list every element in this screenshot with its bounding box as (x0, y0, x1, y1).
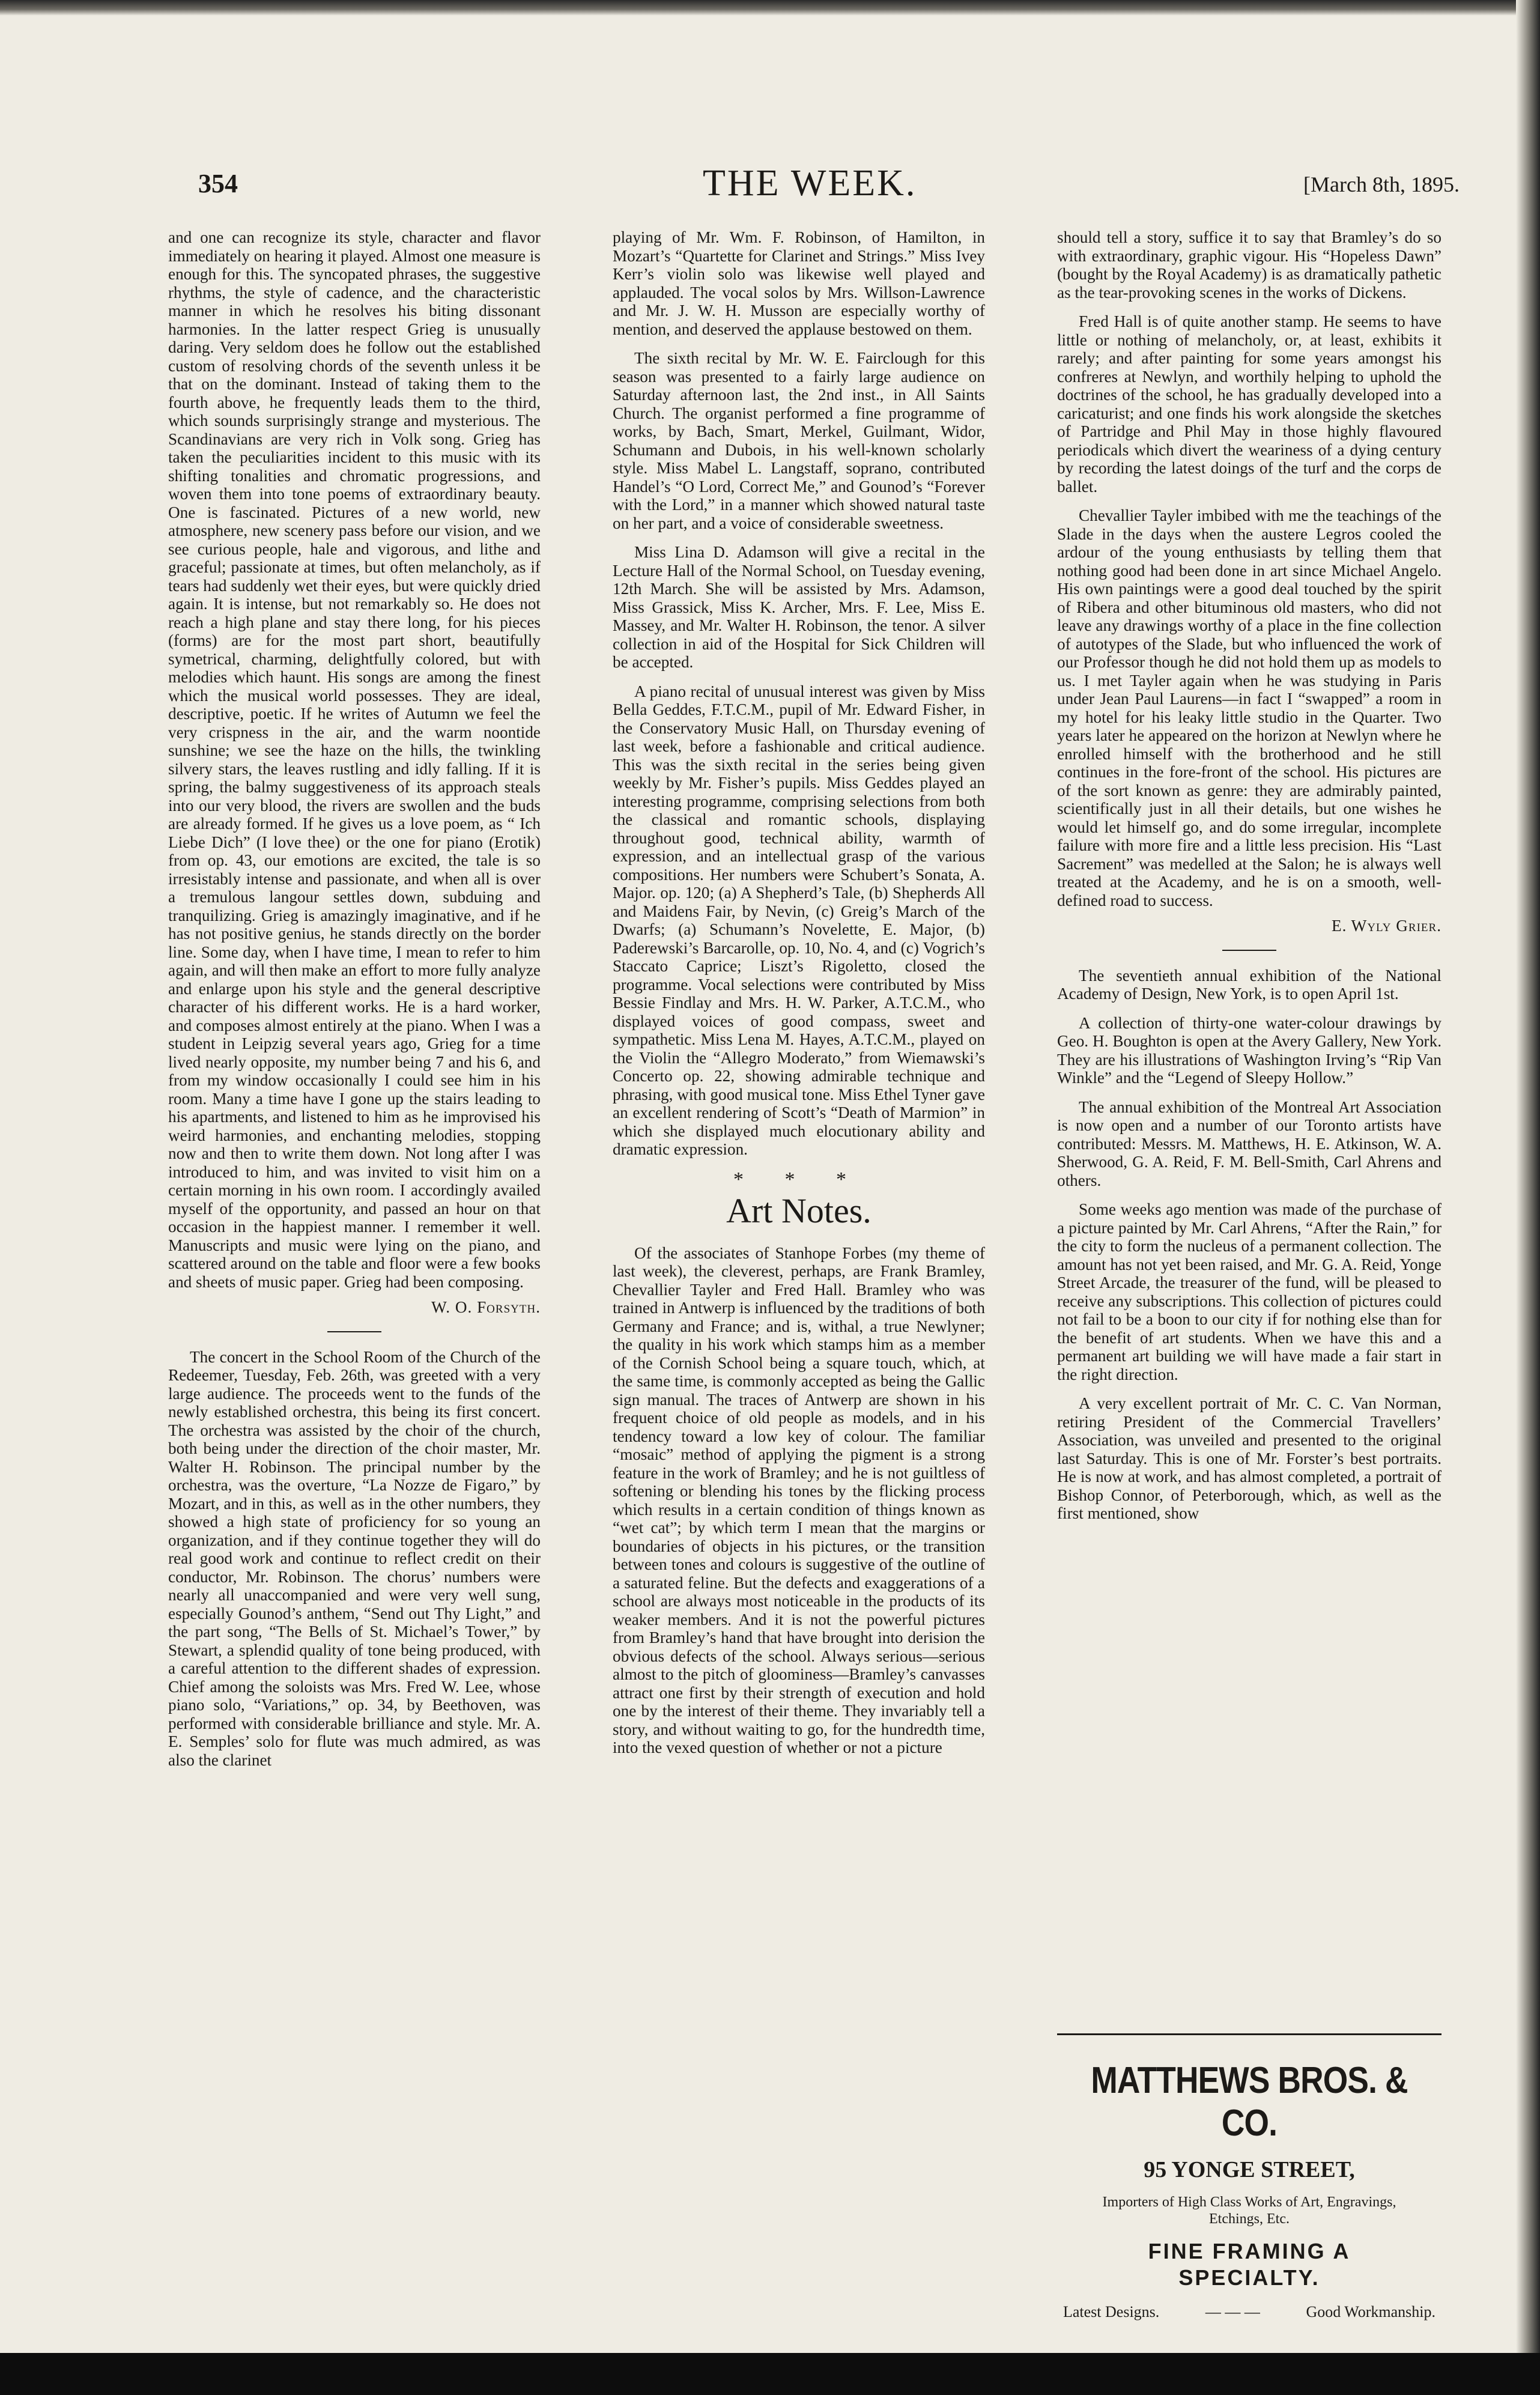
matthews-advertisement (1057, 2033, 1441, 2321)
author-signature: E. Wyly Grier. (1331, 917, 1441, 935)
adamson-recital-paragraph: Miss Lina D. Adamson will give a recital in the Lecture Hall of the Normal School, on Tuesday evening, 12th March. She will be assisted by Mrs. Adamson, Miss Grassick, Miss K. Archer, Mrs. F. Lee, Miss E. Massey, and Mr. Walter H. Robinson, the tenor. A silver collection in aid of the Hospital for Sick Children will be accepted. (613, 543, 985, 671)
tayler-paragraph: Chevallier Tayler imbibed with me the teachings of the Slade in the days when the austere Legros cooled the ardour of the young enthusiasts by telling them that nothing good had been done in art since Michael Angelo. His own paintings were a good deal touched by the spirit of Ribera and other bituminous old masters, who did not leave any drawings worthy of a place in the fine collection of autotypes of the Slade, but who influenced the work of our Professor though he did not hold them up as models to us. I met Tayler again when he was studying in Paris under Jean Paul Laurens—in fact I “swapped” a room in my hotel for his leaky little studio in the Quarter. Two years later he appeared on the horizon at Newlyn where he enrolled himself with the brotherhood and he still continues in the fore-front of the school. His pictures are of the sort known as genre: they are admirably painted, scientifically just in all their details, but one wishes he would let himself go, and do some irregular, incomplete failure with more fire and a little less precision. His “Last Sacrement” was medelled at the Salon; he is always well treated at the Academy, and he is on a smooth, well-defined road to success. (1057, 506, 1441, 909)
concert-continued-paragraph: playing of Mr. Wm. F. Robinson, of Hamilton, in Mozart’s “Quartette for Clarinet and Strings.” Miss Ivey Kerr’s violin solo was likewise well played and applauded. The vocal solos by Mrs. Willson-Lawrence and Mr. J. W. H. Musson are especially worthy of mention, and deserved the applause bestowed on them. (613, 228, 985, 338)
geddes-recital-paragraph: A piano recital of unusual interest was given by Miss Bella Geddes, F.T.C.M., pupil of Mr. Edward Fisher, in the Conservatory Music Hall, on Thursday evening of last week, before a fashionable and critical audience. This was the sixth recital in the series being given weekly by Mr. Fisher’s pupils. Miss Geddes played an interesting programme, comprising selections from both the classical and romantic schools, displaying throughout good, technical ability, warmth of expression, and an intellectual grasp of the various compositions. Her numbers were Schubert’s Sonata, A. Major. op. 120; (a) A Shepherd’s Tale, (b) Shepherds All and Maidens Fair, by Nevin, (c) Greig’s March of the Dwarfs; (a) Schumann’s Novelette, E. Major, (b) Paderewski’s Barcarolle, op. 10, No. 4, and (c) Vogrich’s Staccato Caprice; Liszt’s Rigoletto, closed the programme. Vocal selections were contributed by Miss Bessie Findlay and Mrs. H. W. Parker, A.T.C.M., who displayed voices of good compass, sweet and sympathetic. Miss Lena M. Hayes, A.T.C.M., played on the Violin the “Allegro Moderato,” from Wiemawski’s Concerto op. 22, showing admirable technique and phrasing, with good musical tone. Miss Ethel Tyner gave an excellent rendering of Scott’s “Death of Marmion” in which she displayed much elocutionary ability and dramatic expression. (613, 682, 985, 1158)
ad-framing-line-1: FINE FRAMING A (1148, 2239, 1351, 2263)
ad-footer-right: Good Workmanship. (1306, 2303, 1435, 2321)
author-signature: W. O. Forsyth. (431, 1298, 541, 1316)
ad-footer (1057, 2303, 1441, 2321)
fairclough-recital-paragraph: The sixth recital by Mr. W. E. Fairclough for this season was presented to a fairly large audience on Saturday afternoon last, the 2nd inst., in All Saints Church. The organist performed a fine programme of works, by Bach, Smart, Merkel, Guilmant, Widor, Schumann and Dubois, in his well-known scholarly style. Miss Mabel L. Langstaff, soprano, contributed Handel’s “O Lord, Correct Me,” and Gounod’s “Forever with the Lord,” in a manner which showed natural taste on her part, and a voice of considerable sweetness. (613, 349, 985, 532)
publication-title: THE WEEK. (703, 163, 917, 204)
scan-edge-bottom (0, 2353, 1540, 2395)
boughton-paragraph: A collection of thirty-one water-colour drawings by Geo. H. Boughton is open at the Avery Gallery, New York. They are his illustrations of Washington Irving’s “Rip Van Winkle” and the “Legend of Sleepy Hollow.” (1057, 1013, 1441, 1087)
grieg-article-paragraph: and one can recognize its style, character and flavor immediately on hearing it played. Almost one measure is enough for this. The syncopated phrases, the suggestive rhythms, the style of cadence, and the characteristic manner in which he resolves his biting dissonant harmonies. In the latter respect Grieg is unusually daring. Very seldom does he follow out the established custom of resolving chords of the seventh unless it be that on the dominant. Instead of taking them to the fourth above, he frequently leads them to the third, which sounds surprisingly strange and mysterious. The Scandinavians are very rich in Volk song. Grieg has taken the peculiarities incident to this music with its shifting tonalities and chromatic progressions, and woven them into tone poems of extraordinary beauty. One is fascinated. Pictures of a new world, new atmosphere, new scenery pass before our vision, and we see curious people, hale and vigorous, and lithe and graceful; passionate at times, but often melancholy, as if tears had suddenly wet their eyes, but were quickly dried again. It is intense, but not remarkably so. He does not reach a high plane and stay there long, for his pieces (forms) are for the most part short, beautifully symetrical, charming, delightfully colored, but with melodies which haunt. His songs are among the finest which the musical world possesses. They are ideal, descriptive, poetic. If he writes of Autumn we feel the very crispness in the air, and the warm noontide sunshine; we see the haze on the hills, the twinkling silvery stars, the leaves rustling and idly falling. If it is spring, the balmy suggestiveness of its approach steals into our very blood, the rivers are swollen and the buds are already formed. If he gives us a love poem, as “ Ich Liebe Dich” (I love thee) or the one for piano (Erotik) from op. 43, our emotions are excited, the tale is so irresistably intense and passionate, and when all is over a tremulous langour settles down, subduing and tranquilizing. Grieg is amazingly imaginative, and if he has not positive genius, he stands directly on the border line. Some day, when I have time, I mean to refer to him again, and will then make an effort to more fully analyze and enlarge upon his style and the general descriptive character of his different works. He is a hard worker, and composes almost entirely at the piano. When I was a student in Leipzig several years ago, Grieg for a time lived nearly opposite, my number being 7 and his 6, and from my window occasionally I could see him in his room. Many a time have I gone up the stairs leading to his apartments, and listened to him as he improvised his weird harmonies, and enchanting melodies, stopping now and then to write them down. Not long after I was introduced to him, and was invited to visit him on a certain morning in his own room. I accordingly availed myself of the opportunity, and passed an hour on that occasion in the happiest manner. I remember it well. Manuscripts and music were lying on the piano, and scattered around on the table and floor were a few books and sheets of music paper. Grieg had been composing. (168, 228, 541, 1291)
ad-company-name: MATTHEWS BROS. & CO. (1091, 2060, 1408, 2144)
concert-paragraph: The concert in the School Room of the Church of the Redeemer, Tuesday, Feb. 26th, was greeted with a very large audience. The proceeds went to the funds of the newly established orchestra, this being its first concert. The orchestra was assisted by the choir of the church, both being under the direction of the choir master, Mr. Walter H. Robinson. The principal number by the orchestra, was the overture, “La Nozze de Figaro,” by Mozart, and in this, as well as in the other numbers, they showed a high state of proficiency for so young an organization, and if they continue together they will do real good work and continue to reflect credit on their conductor, Mr. Robinson. The chorus’ numbers were nearly all unaccompanied and were very well sung, especially Gounod’s anthem, “Send out Thy Light,” and the part song, “The Bells of St. Michael’s Tower,” by Stewart, a splendid quality of tone being produced, with a careful attention to the different shades of expression. Chief among the soloists was Mrs. Fred W. Lee, whose piano solo, “Variations,” op. 34, by Beethoven, was performed with considerable brilliance and style. Mr. A. E. Semples’ solo for flute was much admired, as was also the clarinet (168, 1347, 541, 1769)
portrait-paragraph: A very excellent portrait of Mr. C. C. Van Norman, retiring President of the Commercial Travellers’ Association, was unveiled and presented to the original last Saturday. This is one of Mr. Forster’s best portraits. He is now at work, and has almost completed, a portrait of Bishop Connor, of Peterborough, which, as well as the first mentioned, show (1057, 1394, 1441, 1522)
ad-description: Importers of High Class Works of Art, Engravings, Etchings, Etc. (1102, 2194, 1396, 2227)
fred-hall-paragraph: Fred Hall is of quite another stamp. He seems to have little or nothing of melancholy, or, at least, exhibits it rarely; and after painting for some years amongst his confreres at Newlyn, and worthily helping to uphold the doctrines of the school, he has gradually developed into a caricaturist; and one finds his work alongside the sketches of Partridge and Phil May in those highly flavoured periodicals which divert the weariness of a dying century by recording the latest doings of the turf and the corps de ballet. (1057, 312, 1441, 496)
ad-address: 95 YONGE STREET, (1144, 2157, 1355, 2182)
issue-date: [March 8th, 1895. (1303, 172, 1460, 196)
column-3 (1057, 228, 1441, 1534)
section-divider (327, 1331, 381, 1332)
column-1 (168, 228, 541, 1780)
art-notes-paragraph: Of the associates of Stanhope Forbes (my theme of last week), the cleverest, perhaps, are Frank Bramley, Chevallier Tayler and Fred Hall. Bramley who was trained in Antwerp is influenced by the traditions of both Germany and France; and is, withal, a true Newlyner; the quality in his work which stamps him as a member of the Cornish School being a square touch, which, at the same time, is commonly accepted as being the Gallic sign manual. The traces of Antwerp are shown in his frequent choice of old people as models, and in his tendency toward a low key of colour. The familiar “mosaic” method of applying the pigment is a strong feature in the work of Bramley; and he is not guiltless of softening or blending his tones by the flicking process which results in a certain condition of things known as “wet cat”; by which term I mean that the margins or boundaries of objects in his pictures, or the transition between tones and colours is suggestive of the outline of a saturated feline. But the defects and exaggerations of a school are always most noticeable in the products of its weaker members. And it is not the powerful pictures from Bramley’s hand that have brought into derision the obvious defects of the school. Always serious—serious almost to the pitch of gloominess—Bramley’s canvasses attract one first by their strength of execution and hold one by the interest of their theme. They invariably tell a story, and without waiting to go, for the hundredth time, into the vexed question of whether or not a picture (613, 1243, 985, 1756)
scan-edge-top (0, 0, 1540, 16)
ad-footer-dash: — — — (1205, 2303, 1260, 2321)
section-divider (1222, 950, 1276, 951)
ad-framing-line-2: SPECIALTY. (1178, 2265, 1320, 2290)
ad-framing-headline (1057, 2238, 1441, 2291)
montreal-paragraph: The annual exhibition of the Montreal Art Association is now open and a number of our Toronto artists have contributed: Messrs. M. Matthews, H. E. Atkinson, W. A. Sherwood, G. A. Reid, F. M. Bell-Smith, Carl Ahrens and others. (1057, 1097, 1441, 1189)
scan-edge-right (1516, 0, 1540, 2395)
section-stars: * * * (733, 1168, 864, 1191)
art-notes-heading: Art Notes. (726, 1191, 872, 1230)
art-notes-continued-paragraph: should tell a story, suffice it to say that Bramley’s do so with extraordinary, graphic vigour. His “Hopeless Dawn” (bought by the Royal Academy) is as dramatically pathetic as the tear-provoking scenes in the works of Dickens. (1057, 228, 1441, 302)
page-header (198, 162, 1460, 210)
ad-footer-left: Latest Designs. (1063, 2303, 1160, 2321)
column-2 (613, 228, 985, 1768)
academy-exhibition-paragraph: The seventieth annual exhibition of the National Academy of Design, New York, is to open April 1st. (1057, 966, 1441, 1003)
ahrens-paragraph: Some weeks ago mention was made of the purchase of a picture painted by Mr. Carl Ahrens, “After the Rain,” for the city to form the nucleus of a permanent collection. The amount has not yet been raised, and Mr. G. A. Reid, Yonge Street Arcade, the treasurer of the fund, will be pleased to receive any subscriptions. This collection of pictures could not fail to be a boon to our city if for nothing else than for the benefit of art students. When we have this and a permanent art building we will have made a fair start in the right direction. (1057, 1200, 1441, 1383)
page-number: 354 (198, 169, 238, 198)
